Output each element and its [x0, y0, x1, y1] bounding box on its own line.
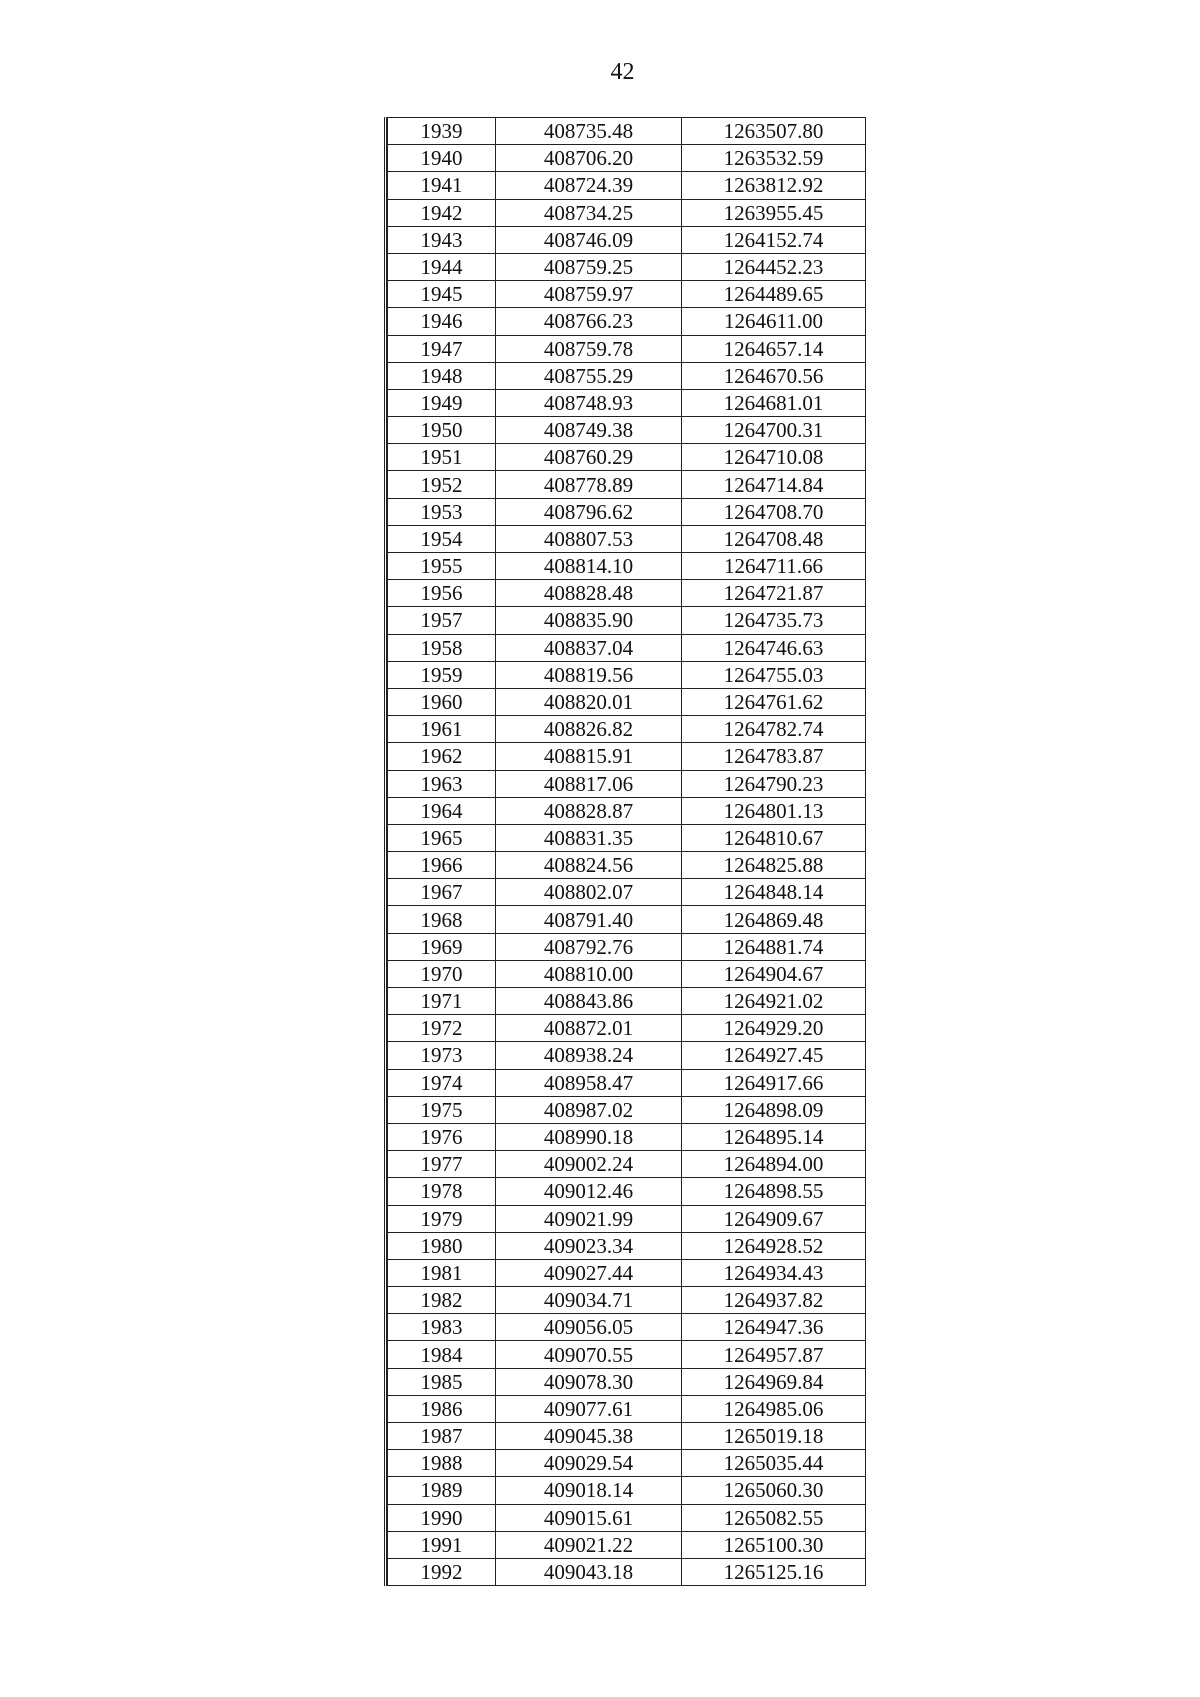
table-row: [388, 988, 866, 1015]
year-cell: 1982: [388, 1287, 496, 1314]
year-cell: 1975: [388, 1096, 496, 1123]
table-row: [388, 960, 866, 987]
table-row: [388, 1558, 866, 1585]
year-cell: 1947: [388, 335, 496, 362]
value-b-cell: 1264898.55: [682, 1178, 866, 1205]
value-b-cell: 1263955.45: [682, 199, 866, 226]
value-b-cell: 1265125.16: [682, 1558, 866, 1585]
value-a-cell: 408796.62: [496, 498, 682, 525]
value-a-cell: 408815.91: [496, 743, 682, 770]
table-row: [388, 1042, 866, 1069]
value-b-cell: 1265060.30: [682, 1477, 866, 1504]
value-b-cell: 1264937.82: [682, 1287, 866, 1314]
table-row: [388, 553, 866, 580]
value-a-cell: 408828.48: [496, 580, 682, 607]
value-b-cell: 1264928.52: [682, 1232, 866, 1259]
value-a-cell: 409027.44: [496, 1259, 682, 1286]
year-cell: 1952: [388, 471, 496, 498]
year-cell: 1971: [388, 988, 496, 1015]
year-cell: 1972: [388, 1015, 496, 1042]
value-a-cell: 408755.29: [496, 362, 682, 389]
table-row: [388, 145, 866, 172]
value-b-cell: 1264611.00: [682, 308, 866, 335]
table-row: [388, 661, 866, 688]
table-row: [388, 1531, 866, 1558]
value-a-cell: 408828.87: [496, 797, 682, 824]
value-a-cell: 408706.20: [496, 145, 682, 172]
value-a-cell: 408990.18: [496, 1123, 682, 1150]
value-a-cell: 408817.06: [496, 770, 682, 797]
value-b-cell: 1264452.23: [682, 253, 866, 280]
table-row: [388, 688, 866, 715]
value-a-cell: 408792.76: [496, 933, 682, 960]
year-cell: 1961: [388, 716, 496, 743]
value-a-cell: 408820.01: [496, 688, 682, 715]
table-row: [388, 118, 866, 145]
value-a-cell: 408958.47: [496, 1069, 682, 1096]
table-row: [388, 1205, 866, 1232]
table-row: [388, 1341, 866, 1368]
value-a-cell: 409045.38: [496, 1423, 682, 1450]
value-a-cell: 409018.14: [496, 1477, 682, 1504]
table-row: [388, 1450, 866, 1477]
table-row: [388, 444, 866, 471]
value-a-cell: 408734.25: [496, 199, 682, 226]
value-a-cell: 408749.38: [496, 417, 682, 444]
table-row: [388, 1096, 866, 1123]
value-a-cell: 408826.82: [496, 716, 682, 743]
table-row: [388, 335, 866, 362]
year-cell: 1984: [388, 1341, 496, 1368]
table-row: [388, 906, 866, 933]
value-a-cell: 408837.04: [496, 634, 682, 661]
value-b-cell: 1264761.62: [682, 688, 866, 715]
value-b-cell: 1264921.02: [682, 988, 866, 1015]
year-cell: 1965: [388, 824, 496, 851]
value-b-cell: 1264783.87: [682, 743, 866, 770]
table-row: [388, 199, 866, 226]
value-b-cell: 1263507.80: [682, 118, 866, 145]
table-row: [388, 1395, 866, 1422]
year-cell: 1969: [388, 933, 496, 960]
value-a-cell: 408824.56: [496, 852, 682, 879]
value-a-cell: 408831.35: [496, 824, 682, 851]
year-cell: 1973: [388, 1042, 496, 1069]
value-a-cell: 408759.78: [496, 335, 682, 362]
year-cell: 1957: [388, 607, 496, 634]
value-b-cell: 1264700.31: [682, 417, 866, 444]
table-row: [388, 716, 866, 743]
value-a-cell: 409021.99: [496, 1205, 682, 1232]
value-a-cell: 408802.07: [496, 879, 682, 906]
year-cell: 1942: [388, 199, 496, 226]
value-a-cell: 408766.23: [496, 308, 682, 335]
year-cell: 1943: [388, 226, 496, 253]
year-cell: 1963: [388, 770, 496, 797]
year-cell: 1951: [388, 444, 496, 471]
year-cell: 1956: [388, 580, 496, 607]
value-b-cell: 1264657.14: [682, 335, 866, 362]
table-row: [388, 607, 866, 634]
value-a-cell: 409023.34: [496, 1232, 682, 1259]
value-b-cell: 1264825.88: [682, 852, 866, 879]
table-row: [388, 1314, 866, 1341]
table-row: [388, 253, 866, 280]
year-cell: 1983: [388, 1314, 496, 1341]
value-a-cell: 409021.22: [496, 1531, 682, 1558]
table-row: [388, 1178, 866, 1205]
year-cell: 1950: [388, 417, 496, 444]
table-row: [388, 1259, 866, 1286]
value-b-cell: 1264782.74: [682, 716, 866, 743]
value-b-cell: 1265019.18: [682, 1423, 866, 1450]
year-cell: 1968: [388, 906, 496, 933]
data-table: [387, 117, 866, 1586]
year-cell: 1966: [388, 852, 496, 879]
value-b-cell: 1264681.01: [682, 389, 866, 416]
value-b-cell: 1264894.00: [682, 1151, 866, 1178]
year-cell: 1962: [388, 743, 496, 770]
value-b-cell: 1264711.66: [682, 553, 866, 580]
value-a-cell: 409029.54: [496, 1450, 682, 1477]
value-b-cell: 1264947.36: [682, 1314, 866, 1341]
table-row: [388, 1368, 866, 1395]
year-cell: 1944: [388, 253, 496, 280]
table-row: [388, 281, 866, 308]
value-b-cell: 1264904.67: [682, 960, 866, 987]
value-a-cell: 408872.01: [496, 1015, 682, 1042]
value-a-cell: 409034.71: [496, 1287, 682, 1314]
value-a-cell: 409012.46: [496, 1178, 682, 1205]
year-cell: 1949: [388, 389, 496, 416]
value-a-cell: 409015.61: [496, 1504, 682, 1531]
year-cell: 1974: [388, 1069, 496, 1096]
table-row: [388, 852, 866, 879]
value-a-cell: 409056.05: [496, 1314, 682, 1341]
table-row: [388, 471, 866, 498]
value-b-cell: 1264735.73: [682, 607, 866, 634]
value-b-cell: 1264985.06: [682, 1395, 866, 1422]
value-b-cell: 1264895.14: [682, 1123, 866, 1150]
year-cell: 1954: [388, 525, 496, 552]
value-b-cell: 1264969.84: [682, 1368, 866, 1395]
value-a-cell: 408724.39: [496, 172, 682, 199]
year-cell: 1991: [388, 1531, 496, 1558]
year-cell: 1979: [388, 1205, 496, 1232]
value-b-cell: 1264670.56: [682, 362, 866, 389]
table-row: [388, 417, 866, 444]
value-b-cell: 1264721.87: [682, 580, 866, 607]
value-a-cell: 408735.48: [496, 118, 682, 145]
value-b-cell: 1264934.43: [682, 1259, 866, 1286]
value-b-cell: 1264755.03: [682, 661, 866, 688]
year-cell: 1989: [388, 1477, 496, 1504]
table-row: [388, 1123, 866, 1150]
table-row: [388, 743, 866, 770]
year-cell: 1953: [388, 498, 496, 525]
value-a-cell: 409078.30: [496, 1368, 682, 1395]
year-cell: 1988: [388, 1450, 496, 1477]
value-a-cell: 408814.10: [496, 553, 682, 580]
value-a-cell: 408778.89: [496, 471, 682, 498]
value-b-cell: 1263532.59: [682, 145, 866, 172]
table-row: [388, 770, 866, 797]
value-a-cell: 408759.97: [496, 281, 682, 308]
year-cell: 1955: [388, 553, 496, 580]
table-row: [388, 226, 866, 253]
year-cell: 1976: [388, 1123, 496, 1150]
value-a-cell: 408759.25: [496, 253, 682, 280]
value-b-cell: 1265100.30: [682, 1531, 866, 1558]
value-b-cell: 1264710.08: [682, 444, 866, 471]
value-a-cell: 408938.24: [496, 1042, 682, 1069]
value-a-cell: 409070.55: [496, 1341, 682, 1368]
value-b-cell: 1264881.74: [682, 933, 866, 960]
value-b-cell: 1264746.63: [682, 634, 866, 661]
year-cell: 1939: [388, 118, 496, 145]
data-table-container: [384, 117, 866, 1586]
year-cell: 1940: [388, 145, 496, 172]
year-cell: 1964: [388, 797, 496, 824]
value-b-cell: 1264957.87: [682, 1341, 866, 1368]
table-row: [388, 1015, 866, 1042]
table-row: [388, 933, 866, 960]
value-b-cell: 1264708.48: [682, 525, 866, 552]
value-b-cell: 1265082.55: [682, 1504, 866, 1531]
table-row: [388, 308, 866, 335]
table-row: [388, 1423, 866, 1450]
year-cell: 1941: [388, 172, 496, 199]
table-row: [388, 172, 866, 199]
value-b-cell: 1264801.13: [682, 797, 866, 824]
year-cell: 1945: [388, 281, 496, 308]
table-row: [388, 879, 866, 906]
value-b-cell: 1264714.84: [682, 471, 866, 498]
table-row: [388, 1151, 866, 1178]
value-a-cell: 409077.61: [496, 1395, 682, 1422]
value-b-cell: 1265035.44: [682, 1450, 866, 1477]
year-cell: 1985: [388, 1368, 496, 1395]
value-b-cell: 1264489.65: [682, 281, 866, 308]
value-a-cell: 409043.18: [496, 1558, 682, 1585]
table-row: [388, 1287, 866, 1314]
value-a-cell: 408819.56: [496, 661, 682, 688]
value-b-cell: 1264869.48: [682, 906, 866, 933]
value-b-cell: 1264152.74: [682, 226, 866, 253]
year-cell: 1992: [388, 1558, 496, 1585]
page-number: 42: [610, 59, 635, 85]
value-b-cell: 1264848.14: [682, 879, 866, 906]
value-a-cell: 408843.86: [496, 988, 682, 1015]
year-cell: 1948: [388, 362, 496, 389]
table-row: [388, 498, 866, 525]
value-b-cell: 1264929.20: [682, 1015, 866, 1042]
year-cell: 1977: [388, 1151, 496, 1178]
value-a-cell: 408810.00: [496, 960, 682, 987]
table-row: [388, 824, 866, 851]
year-cell: 1959: [388, 661, 496, 688]
table-row: [388, 525, 866, 552]
value-b-cell: 1264810.67: [682, 824, 866, 851]
value-a-cell: 408987.02: [496, 1096, 682, 1123]
value-a-cell: 408835.90: [496, 607, 682, 634]
value-b-cell: 1263812.92: [682, 172, 866, 199]
year-cell: 1978: [388, 1178, 496, 1205]
table-body: [388, 118, 866, 1586]
table-row: [388, 634, 866, 661]
table-row: [388, 362, 866, 389]
value-b-cell: 1264898.09: [682, 1096, 866, 1123]
value-b-cell: 1264927.45: [682, 1042, 866, 1069]
year-cell: 1958: [388, 634, 496, 661]
year-cell: 1980: [388, 1232, 496, 1259]
value-b-cell: 1264917.66: [682, 1069, 866, 1096]
year-cell: 1986: [388, 1395, 496, 1422]
value-a-cell: 408760.29: [496, 444, 682, 471]
year-cell: 1987: [388, 1423, 496, 1450]
table-row: [388, 1232, 866, 1259]
table-row: [388, 797, 866, 824]
value-b-cell: 1264909.67: [682, 1205, 866, 1232]
value-b-cell: 1264790.23: [682, 770, 866, 797]
year-cell: 1990: [388, 1504, 496, 1531]
year-cell: 1970: [388, 960, 496, 987]
year-cell: 1946: [388, 308, 496, 335]
value-a-cell: 408807.53: [496, 525, 682, 552]
value-a-cell: 408746.09: [496, 226, 682, 253]
table-row: [388, 1069, 866, 1096]
table-row: [388, 1477, 866, 1504]
value-a-cell: 408748.93: [496, 389, 682, 416]
year-cell: 1967: [388, 879, 496, 906]
table-row: [388, 389, 866, 416]
year-cell: 1960: [388, 688, 496, 715]
table-row: [388, 580, 866, 607]
table-row: [388, 1504, 866, 1531]
value-b-cell: 1264708.70: [682, 498, 866, 525]
value-a-cell: 409002.24: [496, 1151, 682, 1178]
year-cell: 1981: [388, 1259, 496, 1286]
value-a-cell: 408791.40: [496, 906, 682, 933]
